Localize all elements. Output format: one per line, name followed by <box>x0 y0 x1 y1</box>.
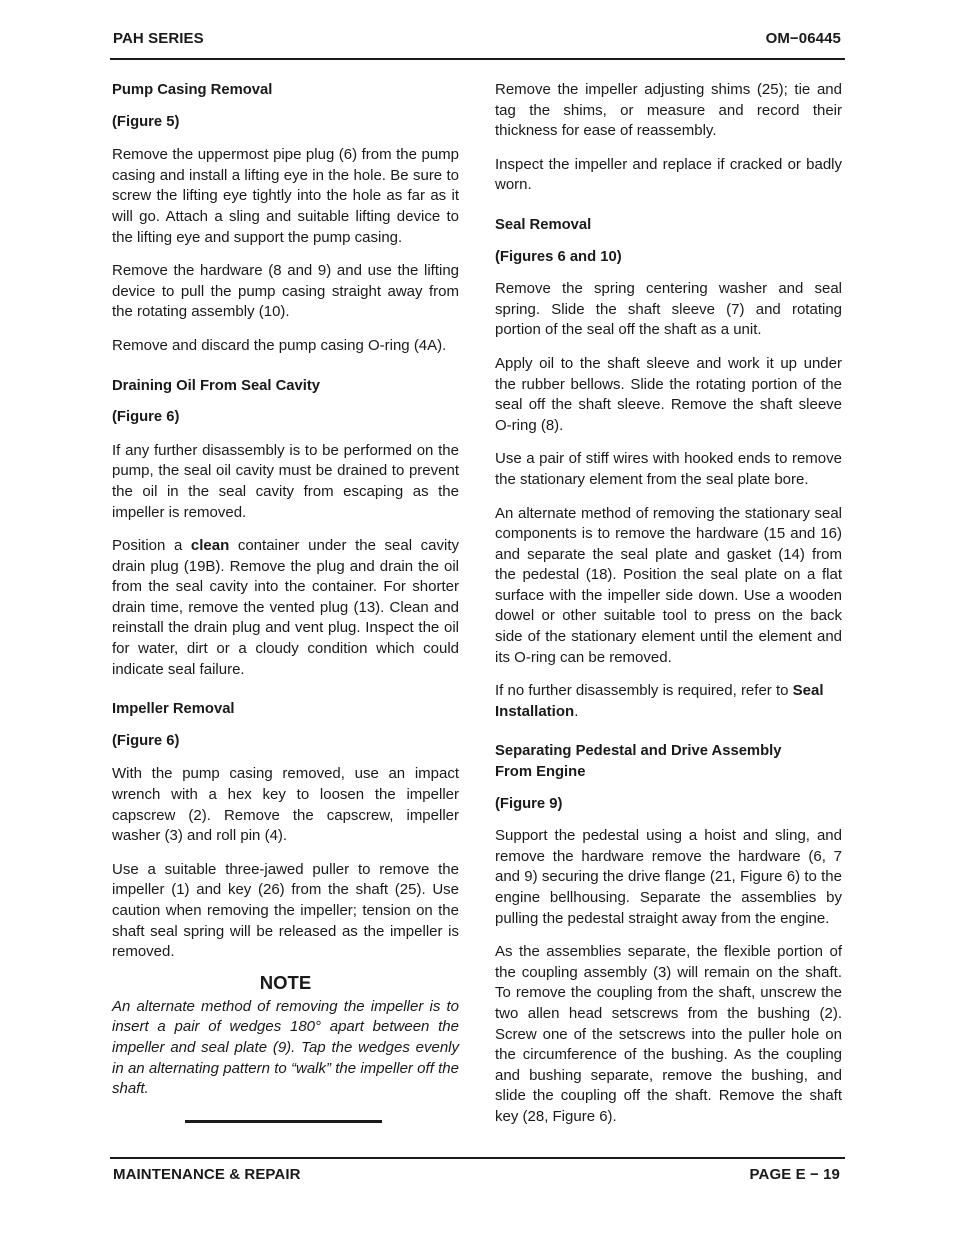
pump-casing-heading: Pump Casing Removal <box>112 82 273 98</box>
footer-rule <box>110 1157 845 1159</box>
separating-heading: Separating Pedestal and Drive Assembly From Engine <box>495 743 782 781</box>
seal-p5 <box>495 681 842 722</box>
seal-p5-start: If no further disassembly is required, refer to <box>495 682 793 700</box>
draining-p1: If any further disassembly is to be performed on the pump, the seal oil cavity must be drained to prevent the oil in the seal cavity from escaping as the impeller is removed. <box>112 441 459 521</box>
impeller-p2: Use a suitable three-jawed puller to remove the impeller (1) and key (26) from the shaft (25). Use caution when removing the impeller; tension on the shaft seal spring will be released as the impeller is removed. <box>112 860 459 961</box>
right-column <box>495 80 842 1141</box>
pump-casing-figure: (Figure 5) <box>112 113 180 130</box>
draining-figure: (Figure 6) <box>112 409 180 426</box>
separating-p2: As the assemblies separate, the flexible portion of the coupling assembly (3) will remain on the shaft. To remove the coupling from the shaft, unscrew the two allen head setscrews from the bushing (2). Screw one of the setscrews into the puller hole on the circumference of the bushing. As the coupling and bushing separate, remove the bushing, and slide the coupling off the shaft. Remove the shaft key (28, Figure 6). <box>495 943 842 1125</box>
separating-figure: (Figure 9) <box>495 795 563 812</box>
seal-installation-ref: Seal Installation <box>495 682 824 720</box>
seal-p3: Use a pair of stiff wires with hooked ends to remove the stationary element from the seal plate bore. <box>495 450 842 488</box>
note-rule <box>185 1120 382 1123</box>
draining-p2-bold: clean <box>190 537 230 555</box>
seal-p4: An alternate method of removing the stationary seal components is to remove the hardware (15 and 16) and separate the seal plate and gasket (14) from the pedestal (18). Position the seal plate on a flat surface with the impeller side down. Use a wooden dowel or other suitable tool to press on the back side of the stationary element until the element and its O-ring can be removed. <box>495 504 842 666</box>
impeller-heading: Impeller Removal <box>112 701 235 718</box>
draining-p2 <box>112 536 459 680</box>
draining-p2-start: Position a <box>112 537 191 555</box>
separating-p1: Support the pedestal using a hoist and sling, and remove the hardware remove the hardware (6, 7 and 9) securing the drive flange (21, Figure 6) to the engine bellhousing. Separate the assemblies by pulling the pedestal straight away from the engine. <box>495 827 842 927</box>
impeller-p1: With the pump casing removed, use an impact wrench with a hex key to loosen the impeller capscrew (2). Remove the capscrew, impeller washer (3) and roll pin (4). <box>112 765 459 845</box>
impeller-shims-p: Remove the impeller adjusting shims (25); tie and tag the shims, or measure and record their thickness for ease of reassembly. <box>495 81 842 140</box>
impeller-figure: (Figure 6) <box>112 732 180 749</box>
pump-casing-p2: Remove the hardware (8 and 9) and use the lifting device to pull the pump casing straight away from the rotating assembly (10). <box>112 262 459 321</box>
seal-p1: Remove the spring centering washer and seal spring. Slide the shaft sleeve (7) and rotating portion of the seal off the shaft as a unit. <box>495 280 842 339</box>
seal-figure: (Figures 6 and 10) <box>495 248 622 265</box>
impeller-inspect-p: Inspect the impeller and replace if cracked or badly worn. <box>495 155 842 194</box>
left-column <box>112 80 459 1123</box>
footer-page-number: PAGE E − 19 <box>749 1166 840 1183</box>
draining-p2-end: container under the seal cavity drain plug (19B). Remove the plug and drain the oil from the seal cavity into the container. For shorter drain time, remove the vented plug (13). Clean and reinstall the drain plug and vent plug. Inspect the oil for water, dirt or a cloudy condition which could indicate seal failure. <box>112 537 459 678</box>
seal-p5-end: . <box>574 702 579 720</box>
header-rule <box>110 58 845 60</box>
pump-casing-p1: Remove the uppermost pipe plug (6) from the pump casing and install a lifting eye in the hole. Be sure to screw the lifting eye tightly into the hole as far as it will go. Attach a sling and suitable lifting device to the lifting eye and support the pump casing. <box>112 146 459 246</box>
footer-section: MAINTENANCE & REPAIR <box>113 1166 301 1183</box>
seal-heading: Seal Removal <box>495 216 592 233</box>
note-title: NOTE <box>259 971 312 993</box>
draining-heading: Draining Oil From Seal Cavity <box>112 377 321 394</box>
header-series: PAH SERIES <box>113 30 204 47</box>
pump-casing-p3: Remove and discard the pump casing O-ring (4A). <box>112 336 447 354</box>
header-doc-number: OM−06445 <box>765 30 841 47</box>
note-text: An alternate method of removing the impeller is to insert a pair of wedges 180° apart between the impeller and seal plate (9). Tap the wedges evenly in an alternating pattern to “walk” the impeller off the shaft. <box>112 997 459 1098</box>
seal-p2: Apply oil to the shaft sleeve and work it up under the rubber bellows. Slide the rotating portion of the seal off the shaft sleeve. Remove the shaft sleeve O-ring (8). <box>495 354 842 434</box>
